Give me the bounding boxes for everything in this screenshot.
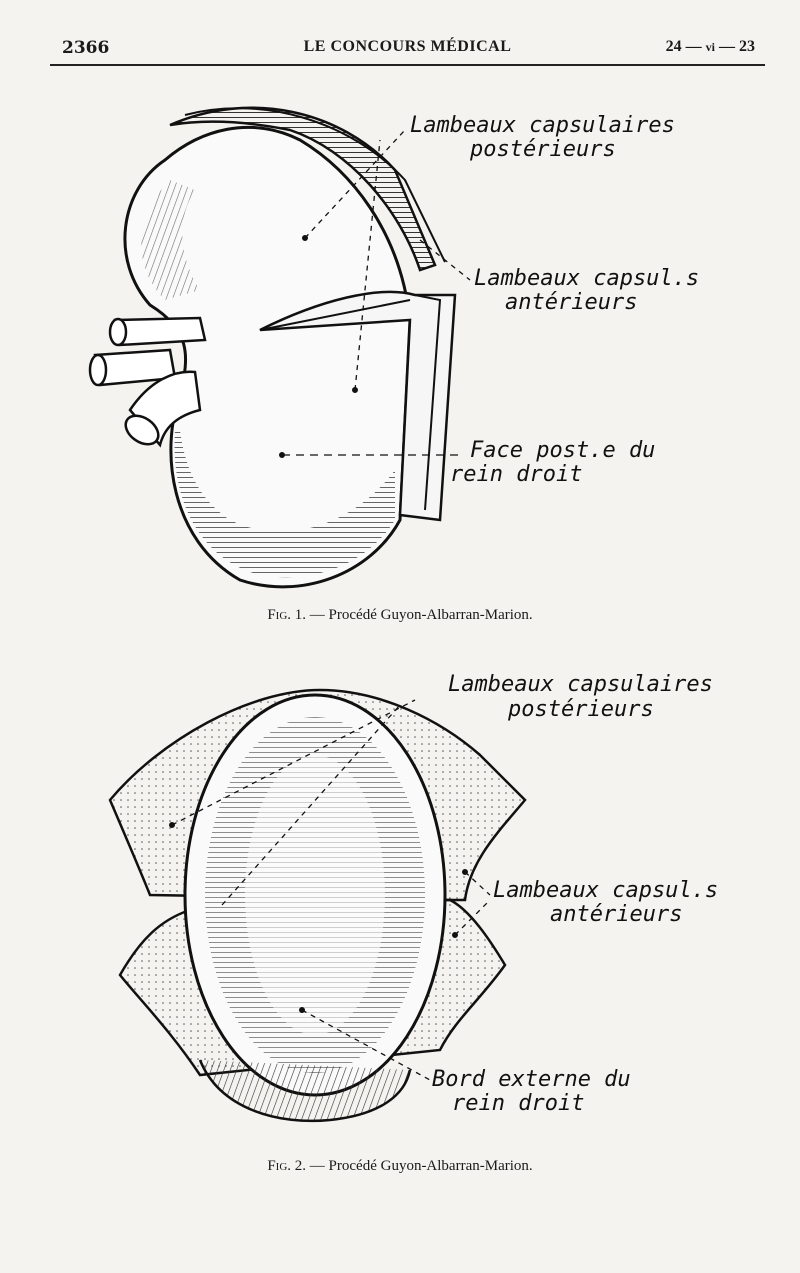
fig1-label-anterior-line1: Lambeaux capsul.s bbox=[474, 266, 700, 291]
fig1-caption-number: Fig. 1. bbox=[267, 607, 307, 623]
fig1-caption bbox=[0, 607, 800, 624]
fig1-label-face-line2: rein droit bbox=[450, 462, 583, 487]
fig2-label-anterior-line1: Lambeaux capsul.s bbox=[493, 878, 719, 903]
fig1-label-posterior-line1: Lambeaux capsulaires bbox=[410, 113, 675, 138]
fig2-caption bbox=[0, 1158, 800, 1175]
fig1-label-posterior-line2: postérieurs bbox=[470, 137, 616, 162]
fig1-label-anterior-line2: antérieurs bbox=[505, 290, 638, 315]
fig2-caption-text: — Procédé Guyon-Albarran-Marion. bbox=[306, 1158, 533, 1174]
fig1-caption-text: — Procédé Guyon-Albarran-Marion. bbox=[306, 607, 533, 623]
figure-2-drawing bbox=[110, 690, 525, 1121]
fig2-label-border-line2: rein droit bbox=[452, 1091, 585, 1116]
fig2-label-border-line1: Bord externe du bbox=[432, 1067, 631, 1092]
figure-1-drawing bbox=[90, 108, 470, 587]
fig2-label-anterior-line2: antérieurs bbox=[550, 902, 683, 927]
page-number: 2366 bbox=[62, 38, 110, 58]
date-tail: — 23 bbox=[719, 38, 755, 55]
fig1-label-face-line1: Face post.e du bbox=[470, 438, 656, 463]
date-month: vi bbox=[705, 40, 715, 54]
fig2-caption-number: Fig. 2. bbox=[267, 1158, 307, 1174]
journal-title: LE CONCOURS MÉDICAL bbox=[303, 38, 512, 55]
date-day: 24 — bbox=[665, 38, 702, 55]
fig2-label-posterior-line1: Lambeaux capsulaires bbox=[448, 672, 713, 697]
fig2-label-posterior-line2: postérieurs bbox=[508, 697, 654, 722]
